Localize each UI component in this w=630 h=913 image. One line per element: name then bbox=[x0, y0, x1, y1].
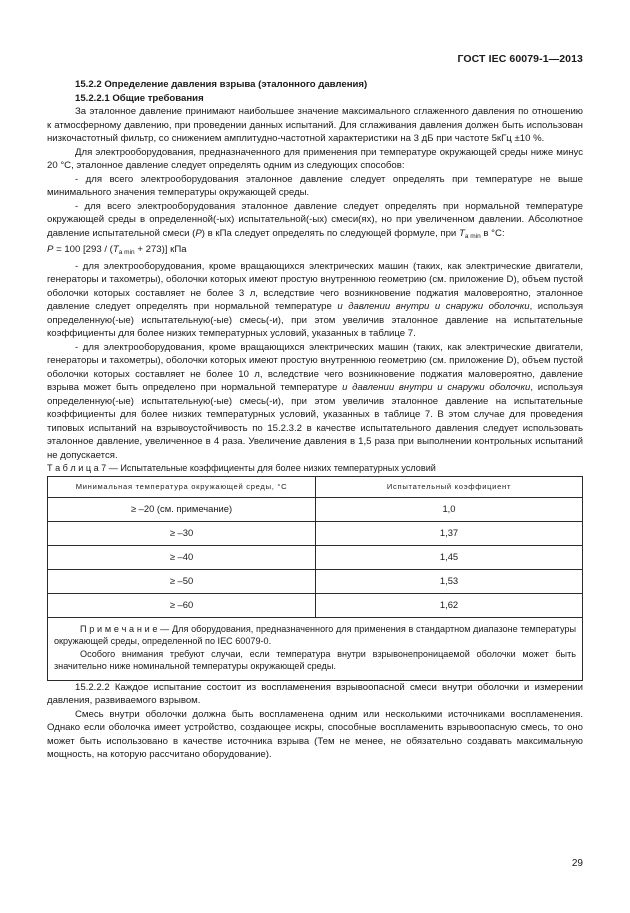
table-note bbox=[48, 617, 583, 680]
paragraph-ignition: Смесь внутри оболочки должна быть воспламенена одним или несколькими источниками воспламенения. Однако если оболочка имеет устройство, создающее искры, способные воспламенить взрывоопасную смесь, то оно может быть использовано в качестве источника взрыва (Тем не менее, не обязательно создавать максимальную мощность, на которую рассчитано оборудование). bbox=[47, 708, 583, 761]
list-item-min-temperature: - для всего электрооборудования эталонное давление следует определять при температуре не выше минимального значения температуры окружающей среды. bbox=[47, 173, 583, 198]
italic-run: и давлении внутри и снаружи оболочки bbox=[342, 382, 531, 393]
subscript-a-min: a min bbox=[464, 232, 481, 240]
table-row bbox=[48, 545, 583, 569]
document-id-header: ГОСТ IEC 60079-1—2013 bbox=[457, 53, 583, 65]
text-run: , используя определенную(-ые) испытательную(-ые) смесь(-и), при этом увеличив эталонное давление на испытательные коэффициенты для более низких температурных условий, указанных в таблице 7. bbox=[47, 301, 584, 339]
formula-part: + 273)] кПа bbox=[134, 244, 187, 255]
italic-run: и давлении внутри и снаружи оболочки bbox=[337, 301, 530, 312]
note-text: — Для оборудования, предназначенного для применения в стандартном диапазоне температуры окружающей среды, определенной по IEC 60079-0. bbox=[54, 623, 576, 647]
cell-coefficient: 1,53 bbox=[316, 569, 583, 593]
table-caption bbox=[47, 462, 583, 476]
table-caption-label: Т а б л и ц а 7 bbox=[47, 463, 107, 473]
note-label: П р и м е ч а н и е bbox=[80, 623, 158, 634]
test-coefficients-table bbox=[47, 476, 583, 681]
table-header-row bbox=[48, 476, 583, 497]
list-item-increased-pressure bbox=[47, 200, 583, 244]
table-note-row bbox=[48, 617, 583, 680]
table-row bbox=[48, 593, 583, 617]
table-caption-text: — Испытательные коэффициенты для более низких температурных условий bbox=[106, 463, 436, 473]
cell-coefficient: 1,45 bbox=[316, 545, 583, 569]
section-heading-15-2-2: 15.2.2 Определение давления взрыва (эталонного давления) bbox=[75, 79, 368, 90]
cell-temperature: ≥ –20 (см. примечание) bbox=[48, 497, 316, 521]
cell-temperature: ≥ –60 bbox=[48, 593, 316, 617]
text-run: - для всего электрооборудования эталонное давление следует определять при нормальной температуре окружающей среды в определенной(-ых) испытательной(-ых) смеси(ях), но при увеличенном давлении. Абсолютное давление испытательной смеси ( bbox=[47, 200, 583, 239]
text-run: - для электрооборудования, кроме вращающихся электрических машин (таких, как электрические двигатели, генераторы и тахометры), оболочки которых имеют простую внутреннюю геометрию (см. приложение D), объем пустой оболочки которых составляет не более 10 л, вследствие чего возникновение поджатия маловероятно, давление взрыва может быть определено при нормальной температуре bbox=[47, 341, 583, 393]
cell-coefficient: 1,62 bbox=[316, 593, 583, 617]
text-run: - для электрооборудования, кроме вращающихся электрических машин (таких, как электрические двигатели, генераторы и тахометры), оболочки которых имеют простую внутреннюю геометрию (см. приложение D), объем пустой оболочки которых составляет не более 3 л, вследствие чего возникновение поджатия маловероятно, эталонное давление следует определять при нормальной температуре bbox=[47, 260, 583, 312]
text-run: , используя определенную(-ые) испытательную(-ые) смесь(-и), при этом увеличив эталонное давление на испытательные коэффициенты для более низких температурных условий, указанных в таблице 7. В этом случае для проведения типовых испытаний на взрывоустойчивость по 15.2.3.2 в качестве испытательного давления следует использовать эталонное давление, увеличенное в 4 раза. Увеличение давления в 1,5 раза при выполнении контрольных испытаний не допускается. bbox=[47, 382, 583, 461]
table-row bbox=[48, 497, 583, 521]
list-item-10l-enclosure bbox=[47, 341, 583, 463]
section-heading-15-2-2-1: 15.2.2.1 Общие требования bbox=[75, 92, 204, 104]
formula-t: T bbox=[112, 244, 119, 255]
formula-p: Р bbox=[47, 244, 54, 255]
formula-part: = 100 [293 / ( bbox=[53, 244, 113, 255]
table-note-line bbox=[54, 623, 576, 648]
cell-temperature: ≥ –40 bbox=[48, 545, 316, 569]
cell-coefficient: 1,0 bbox=[316, 497, 583, 521]
list-item-3l-enclosure bbox=[47, 260, 583, 341]
document-body bbox=[47, 78, 583, 762]
symbol-p: Р bbox=[195, 227, 202, 239]
symbol-t: T bbox=[458, 227, 465, 239]
column-header-temperature: Минимальная температура окружающей среды, °С bbox=[48, 476, 316, 497]
cell-temperature: ≥ –50 bbox=[48, 569, 316, 593]
formula-subscript: a min bbox=[118, 249, 135, 256]
table-row bbox=[48, 521, 583, 545]
paragraph-low-temperature: Для электрооборудования, предназначенного для применения при температуре окружающей среды ниже минус 20 °С, эталонное давление следует определять одним из следующих способов: bbox=[47, 146, 583, 171]
section-15-2-2-2: 15.2.2.2 Каждое испытание состоит из воспламенения взрывоопасной смеси внутри оболочки и измерении давления, развиваемого взрывом. bbox=[47, 681, 583, 707]
cell-coefficient: 1,37 bbox=[316, 521, 583, 545]
pressure-formula bbox=[47, 243, 583, 260]
text-run: в °С: bbox=[480, 227, 505, 239]
page-number: 29 bbox=[571, 858, 583, 869]
text-run: ) в кПа следует определять по следующей формуле, при bbox=[201, 227, 459, 239]
cell-temperature: ≥ –30 bbox=[48, 521, 316, 545]
table-row bbox=[48, 569, 583, 593]
column-header-coefficient: Испытательный коэффициент bbox=[316, 476, 583, 497]
table-note-line: Особого внимания требуют случаи, если температура внутри взрывонепроницаемой оболочки может быть значительно ниже номинальной температуры окружающей среды. bbox=[54, 648, 576, 672]
paragraph-reference-pressure: За эталонное давление принимают наибольшее значение максимального сглаженного давления по отношению к атмосферному давлению, при проведении данных испытаний. Для сглаживания давления должен быть использован низкочастотный фильтр, со снижением амплитудно-частотной характеристики на 3 дБ при частоте 5кГц ±10 %. bbox=[47, 106, 583, 144]
